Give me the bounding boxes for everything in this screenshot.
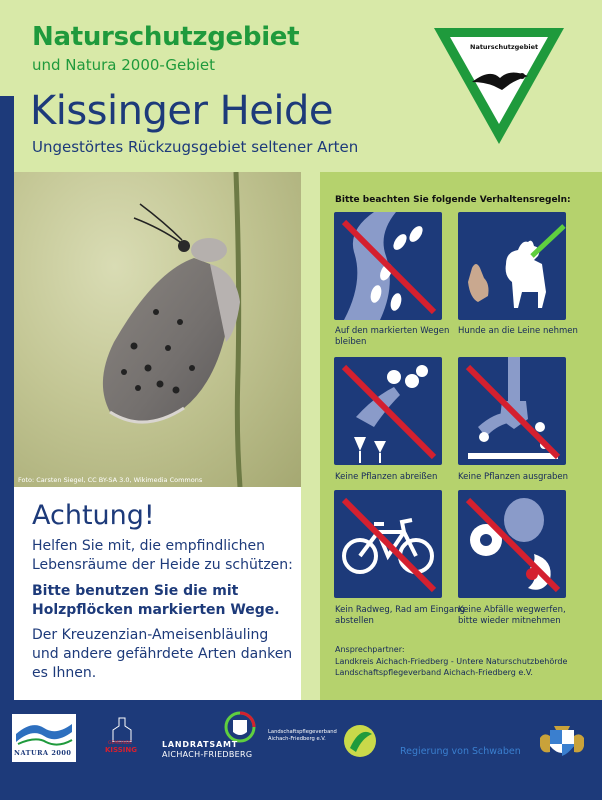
natura-2000-label: NATURA 2000: [14, 749, 72, 757]
rule-tile-dog: [458, 212, 566, 320]
page-title: Kissinger Heide: [30, 88, 333, 134]
rule-tile-footprints: [334, 212, 442, 320]
rule-tile-bicycle: [334, 490, 442, 598]
kissing-name: KISSING: [105, 746, 138, 754]
district-crest-icon: [223, 710, 257, 744]
lpv-label: Landschaftspflegeverband: [268, 729, 337, 735]
leaf-swirl-icon: [342, 722, 378, 760]
left-accent-stripe: [0, 96, 14, 800]
rule-caption: Keine Pflanzen ausgraben: [458, 472, 569, 482]
nature-reserve-sign: [430, 24, 568, 148]
butterfly-photo: [14, 172, 301, 487]
landratsamt-logo: [223, 710, 257, 744]
category-title: Naturschutzgebiet: [32, 22, 300, 52]
dog-leash-icon: [458, 212, 566, 320]
lpv-district: Aichach-Friedberg e.V.: [268, 736, 326, 742]
notice-intro: Helfen Sie mit, die empfindlichen Lebensräume der Heide zu schützen:: [32, 538, 293, 573]
sign-label: Naturschutzgebiet: [470, 43, 539, 51]
notice-thanks: Der Kreuzenzian-Ameisenbläuling und andere gefährdete Arten danken es Ihnen.: [32, 627, 293, 681]
notice-heading: Achtung!: [32, 500, 155, 531]
church-icon: [105, 716, 139, 742]
rule-tile-litter: [458, 490, 566, 598]
no-bicycle-icon: [334, 490, 442, 598]
landratsamt-district: AICHACH-FRIEDBERG: [162, 750, 253, 759]
landratsamt-label: LANDRATSAMT: [162, 740, 238, 749]
rule-caption: Keine Abfälle wegwerfen, bitte wieder mitnehmen: [458, 605, 566, 626]
rule-caption: Hunde an die Leine nehmen: [458, 326, 578, 336]
footprints-path-icon: [334, 212, 442, 320]
no-litter-icon: [458, 490, 566, 598]
rule-caption: Kein Radweg, Rad am Eingang abstellen: [335, 605, 465, 626]
contact-line: Landkreis Aichach-Friedberg - Untere Naturschutzbehörde: [335, 657, 568, 666]
notice-instruction: Bitte benutzen Sie die mit Holzpflöcken markierten Wege.: [32, 583, 280, 618]
regierung-schwaben: Regierung von Schwaben: [400, 746, 521, 757]
rule-caption: Auf den markierten Wegen bleiben: [335, 326, 450, 347]
no-digging-plants-icon: [458, 357, 566, 465]
bavarian-coat-of-arms: [536, 726, 588, 762]
blue-butterfly-icon: [14, 172, 301, 487]
rule-caption: Keine Pflanzen abreißen: [335, 472, 438, 482]
photo-credit: Foto: Carsten Siegel, CC BY-SA 3.0, Wikimedia Commons: [18, 476, 203, 484]
rule-tile-flowers: [334, 357, 442, 465]
rules-heading: Bitte beachten Sie folgende Verhaltensregeln:: [335, 195, 571, 205]
natura-2000-icon: [12, 714, 76, 748]
contact-label: Ansprechpartner:: [335, 645, 405, 654]
kissing-gemeinde: GEMEINDE: [108, 741, 133, 746]
coat-of-arms-icon: [536, 726, 588, 762]
lpv-logo: [342, 722, 378, 760]
no-picking-flowers-icon: [334, 357, 442, 465]
category-subtitle: und Natura 2000-Gebiet: [32, 56, 216, 74]
rule-tile-dig: [458, 357, 566, 465]
page-subtitle: Ungestörtes Rückzugsgebiet seltener Arten: [32, 138, 359, 156]
contact-line: Landschaftspflegeverband Aichach-Friedberg e.V.: [335, 668, 533, 677]
